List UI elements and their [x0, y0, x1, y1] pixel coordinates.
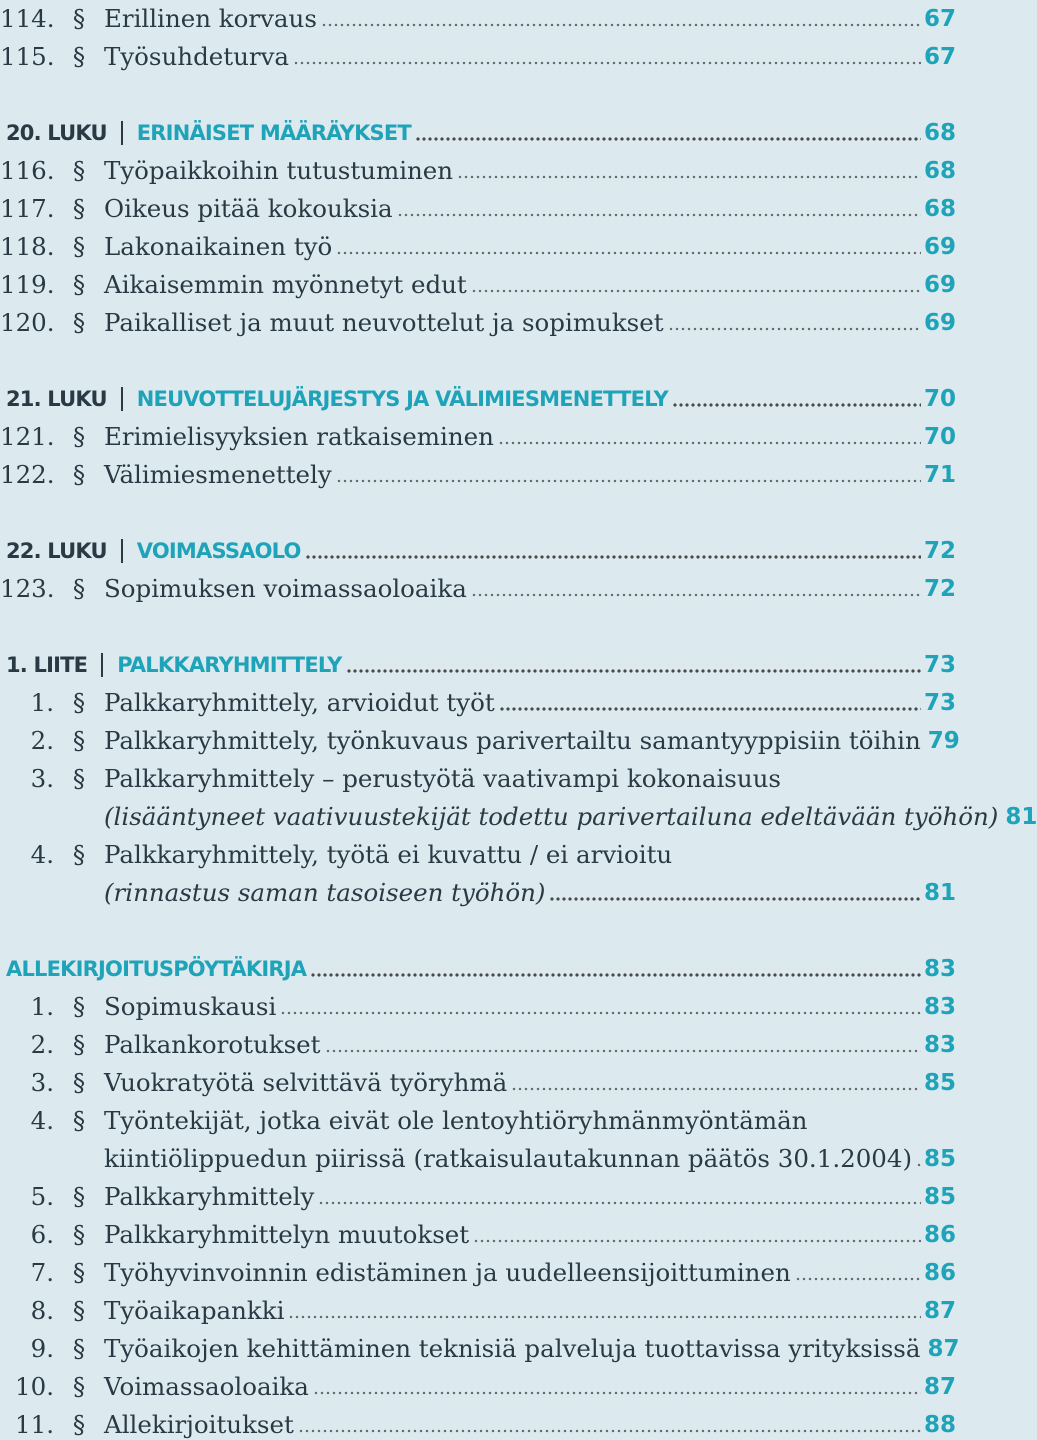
toc-entry [0, 1022, 956, 1060]
page-number: 88 [923, 1412, 956, 1438]
toc-entry [0, 0, 956, 34]
section-number: 122. [0, 460, 55, 489]
page-number: 67 [923, 6, 956, 32]
page-number: 83 [923, 1032, 956, 1058]
entry-title: Allekirjoitukset [104, 1410, 294, 1439]
toc-entry [0, 1402, 956, 1440]
section-sign: § [72, 308, 86, 337]
page-number: 86 [923, 1222, 956, 1248]
entry-title: Työhyvinvoinnin edistäminen ja uudelleensijoittuminen [104, 1258, 791, 1287]
dot-leader [498, 441, 921, 445]
toc-entry [0, 148, 956, 186]
dot-leader [310, 973, 921, 977]
chapter-title: VOIMASSAOLO [136, 539, 301, 563]
dot-leader [473, 1239, 921, 1243]
page-number: 87 [923, 1374, 956, 1400]
section-number: 123. [0, 574, 55, 603]
section-sign: § [72, 764, 86, 793]
page-number: 70 [923, 386, 956, 412]
section-sign: § [72, 1030, 86, 1059]
dot-leader [305, 555, 921, 559]
page-number: 69 [923, 272, 956, 298]
toc-entry [0, 1060, 956, 1098]
dot-leader [795, 1277, 921, 1281]
section-number: 10. [15, 1372, 54, 1401]
section-number: 121. [0, 422, 55, 451]
section-sign: § [72, 156, 86, 185]
entry-title: (lisääntyneet vaativuustekijät todettu parivertailuna edeltävään työhön) [104, 802, 999, 831]
entry-title: Työaikapankki [104, 1296, 285, 1325]
page-number: 68 [923, 120, 956, 146]
entry-title: Palkkaryhmittelyn muutokset [104, 1220, 470, 1249]
page-number: 72 [923, 538, 956, 564]
toc-entry [0, 756, 956, 794]
dot-leader [668, 327, 921, 331]
section-sign: § [72, 726, 86, 755]
dot-leader [280, 1011, 921, 1015]
page-number: 81 [923, 880, 956, 906]
dot-leader [457, 175, 921, 179]
section-number: 7. [30, 1258, 54, 1287]
toc-entry [0, 1212, 956, 1250]
toc-entry [0, 566, 956, 604]
entry-title: Oikeus pitää kokouksia [104, 194, 393, 223]
page-number: 73 [923, 690, 956, 716]
section-number: 8. [30, 1296, 54, 1325]
entry-title: Paikalliset ja muut neuvottelut ja sopimukset [104, 308, 664, 337]
entry-title: Palkankorotukset [104, 1030, 321, 1059]
toc-entry [0, 680, 956, 718]
toc-entry [0, 1098, 956, 1136]
dot-leader [288, 1315, 921, 1319]
section-number: 114. [0, 4, 55, 33]
section-number: 119. [0, 270, 55, 299]
section-number: 11. [15, 1410, 54, 1439]
section-number: 1. [30, 992, 54, 1021]
page-number: 71 [923, 462, 956, 488]
section-number: 6. [30, 1220, 54, 1249]
section-sign: § [72, 840, 86, 869]
dot-leader [549, 897, 921, 901]
page-number: 70 [923, 424, 956, 450]
section-number: 2. [30, 726, 54, 755]
dot-leader [336, 251, 921, 255]
dot-leader [346, 669, 921, 673]
entry-title: Välimiesmenettely [104, 460, 332, 489]
section-number: 4. [30, 1106, 54, 1135]
entry-title: Sopimuskausi [104, 992, 277, 1021]
section-number: 3. [30, 1068, 54, 1097]
section-sign: § [72, 42, 86, 71]
page-number: 68 [923, 158, 956, 184]
page-number: 79 [927, 728, 960, 754]
toc-entry [0, 832, 956, 870]
page-number: 86 [923, 1260, 956, 1286]
dot-leader [397, 213, 921, 217]
page-number: 69 [923, 310, 956, 336]
chapter-title: PALKKARYHMITTELY [117, 653, 342, 677]
toc-entry [0, 1174, 956, 1212]
entry-title: Erillinen korvaus [104, 4, 317, 33]
toc-entry-continuation [0, 1136, 956, 1174]
dot-leader [471, 593, 921, 597]
section-sign: § [72, 422, 86, 451]
section-number: 1. [30, 688, 54, 717]
toc-entry [0, 1326, 960, 1364]
dot-leader [336, 479, 921, 483]
toc-entry-continuation [0, 794, 1037, 832]
page-number: 85 [923, 1146, 956, 1172]
section-sign: § [72, 1258, 86, 1287]
chapter-number: 20. LUKU [6, 121, 107, 145]
section-sign: § [72, 194, 86, 223]
entry-title: Palkkaryhmittely – perustyötä vaativampi kokonaisuus [104, 764, 781, 793]
section-sign: § [72, 688, 86, 717]
section-sign: § [72, 1182, 86, 1211]
toc-heading [0, 110, 956, 148]
dot-leader [318, 1201, 921, 1205]
toc-entry [0, 718, 960, 756]
chapter-title: NEUVOTTELUJÄRJESTYS JA VÄLIMIESMENETTELY [136, 387, 668, 411]
entry-title: Voimassaoloaika [104, 1372, 309, 1401]
entry-title: Työsuhdeturva [104, 42, 290, 71]
entry-title: Palkkaryhmittely, arvioidut työt [104, 688, 495, 717]
toc-entry [0, 1288, 956, 1326]
toc-entry [0, 224, 956, 262]
chapter-title: ERINÄISET MÄÄRÄYKSET [136, 121, 411, 145]
page-number: 68 [923, 196, 956, 222]
toc-entry [0, 452, 956, 490]
chapter-title: ALLEKIRJOITUSPÖYTÄKIRJA [6, 957, 307, 981]
section-sign: § [72, 270, 86, 299]
page-number: 83 [923, 956, 956, 982]
page-number: 85 [923, 1070, 956, 1096]
entry-title: Palkkaryhmittely, työnkuvaus parivertailtu samantyyppisiin töihin [104, 726, 921, 755]
page-number: 85 [923, 1184, 956, 1210]
section-number: 5. [30, 1182, 54, 1211]
section-number: 116. [0, 156, 55, 185]
toc-entry [0, 1250, 956, 1288]
divider-bar [121, 387, 123, 411]
section-number: 4. [30, 840, 54, 869]
dot-leader [321, 23, 921, 27]
chapter-number: 1. LIITE [6, 653, 88, 677]
toc-heading [0, 528, 956, 566]
dot-leader [293, 61, 921, 65]
dot-leader [415, 137, 921, 141]
section-sign: § [72, 1220, 86, 1249]
entry-title: Lakonaikainen työ [104, 232, 333, 261]
section-sign: § [72, 1106, 86, 1135]
section-number: 2. [30, 1030, 54, 1059]
section-sign: § [72, 460, 86, 489]
dot-leader [499, 707, 921, 711]
toc-entry [0, 34, 956, 72]
dot-leader [916, 1163, 921, 1167]
divider-bar [121, 121, 123, 145]
page-number: 73 [923, 652, 956, 678]
entry-title: Erimielisyyksien ratkaiseminen [104, 422, 494, 451]
toc-entry [0, 984, 956, 1022]
section-number: 118. [0, 232, 55, 261]
entry-title: Aikaisemmin myönnetyt edut [104, 270, 467, 299]
section-number: 117. [0, 194, 55, 223]
toc-entry [0, 300, 956, 338]
page-number: 69 [923, 234, 956, 260]
entry-title: kiintiölippuedun piirissä (ratkaisulautakunnan päätös 30.1.2004) [104, 1144, 913, 1173]
section-sign: § [72, 4, 86, 33]
toc-entry [0, 414, 956, 452]
section-sign: § [72, 1334, 86, 1363]
dot-leader [325, 1049, 921, 1053]
section-sign: § [72, 574, 86, 603]
toc-entry [0, 262, 956, 300]
section-sign: § [72, 1296, 86, 1325]
section-number: 120. [0, 308, 55, 337]
dot-leader [298, 1429, 921, 1433]
section-sign: § [72, 992, 86, 1021]
entry-title: Vuokratyötä selvittävä työryhmä [104, 1068, 508, 1097]
toc-entry [0, 1364, 956, 1402]
toc-entry [0, 186, 956, 224]
entry-title: Työntekijät, jotka eivät ole lentoyhtiöryhmänmyöntämän [104, 1106, 808, 1135]
entry-title: Työaikojen kehittäminen teknisiä palveluja tuottavissa yrityksissä [104, 1334, 921, 1363]
page-number: 87 [923, 1298, 956, 1324]
section-sign: § [72, 1372, 86, 1401]
chapter-number: 22. LUKU [6, 539, 107, 563]
entry-title: Sopimuksen voimassaoloaika [104, 574, 467, 603]
toc-heading [0, 376, 956, 414]
section-sign: § [72, 232, 86, 261]
section-number: 115. [0, 42, 55, 71]
page-number: 81 [1005, 804, 1037, 830]
dot-leader [471, 289, 921, 293]
entry-title: Työpaikkoihin tutustuminen [104, 156, 454, 185]
dot-leader [313, 1391, 921, 1395]
chapter-number: 21. LUKU [6, 387, 107, 411]
page-number: 72 [923, 576, 956, 602]
toc-heading [0, 946, 956, 984]
page-number: 87 [927, 1336, 960, 1362]
dot-leader [511, 1087, 921, 1091]
divider-bar [101, 653, 103, 677]
entry-title: (rinnastus saman tasoiseen työhön) [104, 878, 546, 907]
divider-bar [121, 539, 123, 563]
entry-title: Palkkaryhmittely, työtä ei kuvattu / ei arvioitu [104, 840, 673, 869]
page-number: 67 [923, 44, 956, 70]
section-number: 3. [30, 764, 54, 793]
dot-leader [672, 403, 921, 407]
toc-entry-continuation [0, 870, 956, 908]
entry-title: Palkkaryhmittely [104, 1182, 315, 1211]
section-sign: § [72, 1068, 86, 1097]
section-number: 9. [30, 1334, 54, 1363]
section-sign: § [72, 1410, 86, 1439]
toc-heading [0, 642, 956, 680]
page-number: 83 [923, 994, 956, 1020]
